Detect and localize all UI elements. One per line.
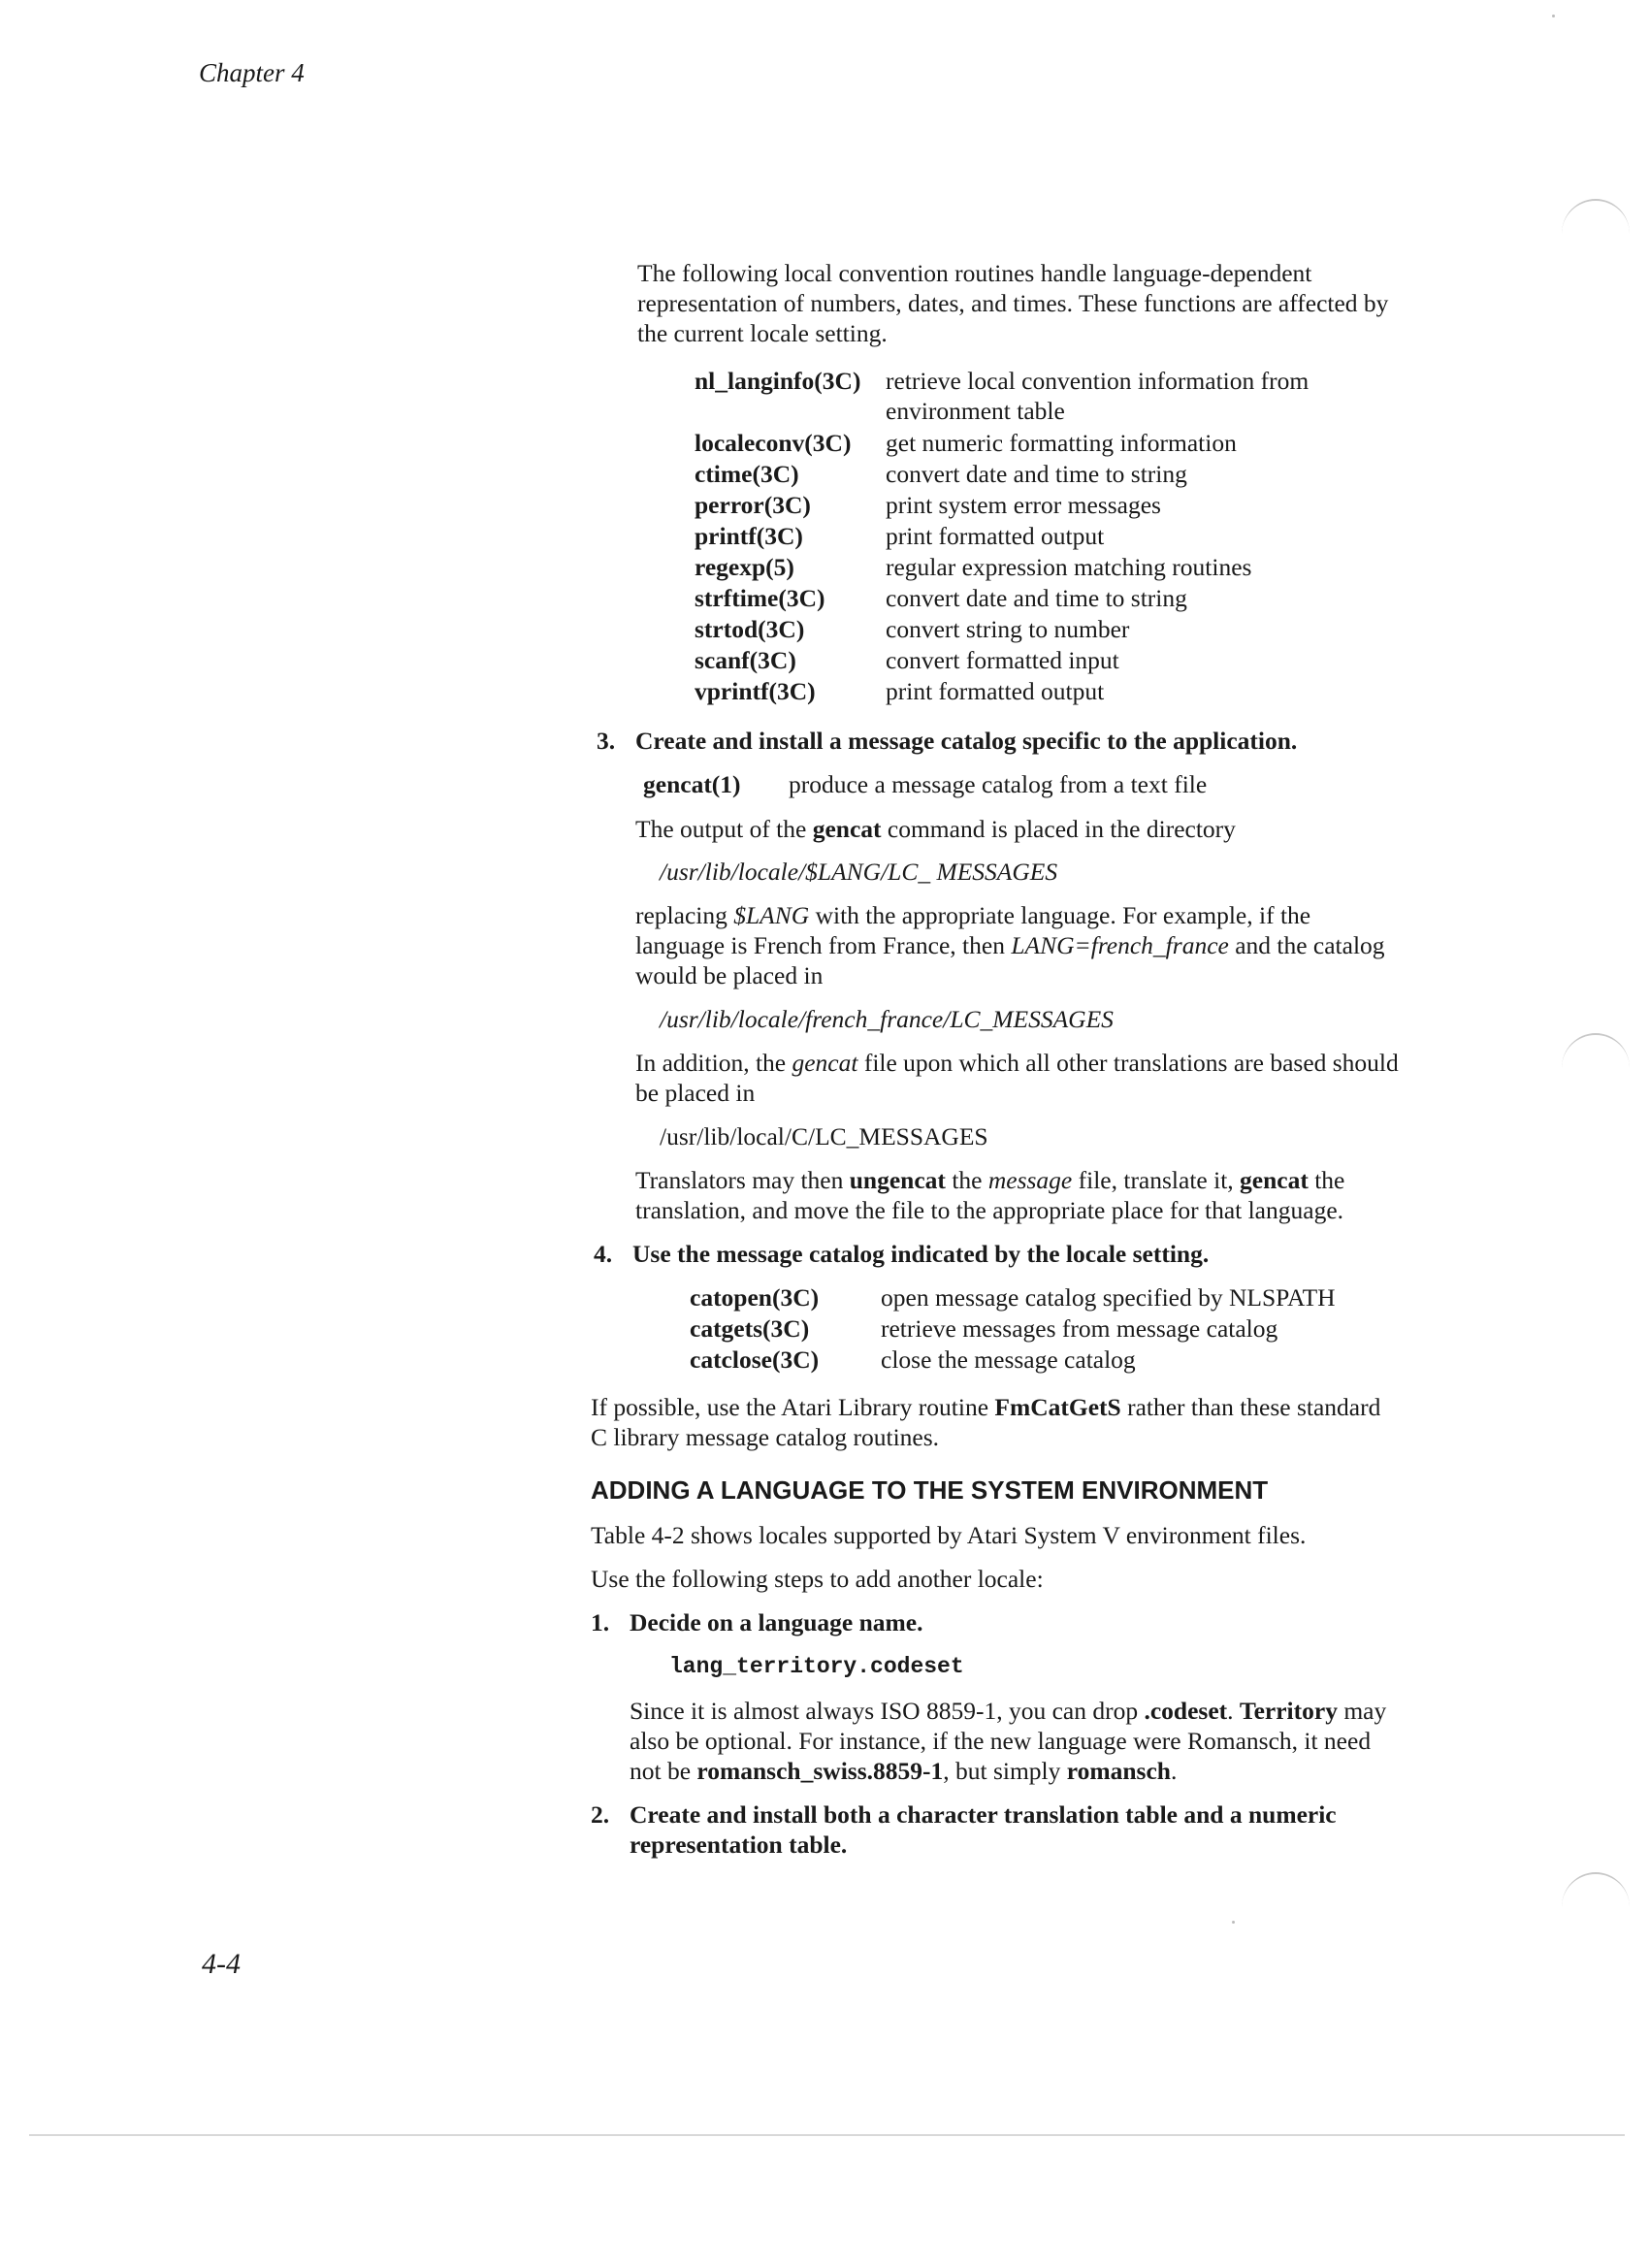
step-1-line-1	[630, 1696, 1386, 1726]
replacing-text: replacing	[635, 901, 734, 929]
step-1-text: not be	[630, 1757, 697, 1785]
gencat-command: gencat	[1240, 1166, 1309, 1194]
chapter-header: Chapter 4	[199, 58, 305, 87]
output-text: The output of the	[635, 815, 813, 843]
step-1-title: Decide on a language name.	[630, 1608, 923, 1636]
routine-name: catclose(3C)	[690, 1345, 820, 1374]
binder-hole-mark	[1562, 1872, 1630, 1942]
scan-speck	[1232, 1921, 1235, 1924]
replacing-line-2	[635, 930, 1385, 960]
gencat-name: gencat(1)	[643, 770, 741, 798]
intro-line-3: the current locale setting.	[637, 319, 888, 347]
step-2-title-line-2: representation table.	[630, 1831, 848, 1859]
territory-term: Territory	[1239, 1697, 1338, 1725]
gencat-desc: produce a message catalog from a text file	[789, 770, 1208, 798]
step-4-title: Use the message catalog indicated by the locale setting.	[632, 1240, 1210, 1268]
section-paragraph-2: Use the following steps to add another locale:	[591, 1565, 1044, 1593]
routine-name: nl_langinfo(3C)	[695, 367, 861, 395]
routine-name: strtod(3C)	[695, 615, 805, 643]
routine-desc: print formatted output	[886, 677, 1105, 705]
routine-name: perror(3C)	[695, 491, 811, 519]
section-paragraph-1: Table 4-2 shows locales supported by Atari System V environment files.	[591, 1521, 1307, 1549]
ungencat-command: ungencat	[849, 1166, 946, 1194]
replacing-line-1	[635, 900, 1310, 930]
possible-text-end: rather than these standard	[1120, 1393, 1381, 1421]
step-2-number: 2.	[591, 1800, 610, 1829]
translators-text: the	[945, 1166, 988, 1194]
addition-text-end: file upon which all other translations are based should	[857, 1049, 1399, 1077]
intro-line-1: The following local convention routines handle language-dependent	[637, 259, 1312, 287]
fmcatgets-routine: FmCatGetS	[994, 1393, 1121, 1421]
routine-desc: print formatted output	[886, 522, 1105, 550]
routine-desc: print system error messages	[886, 491, 1161, 519]
translators-text: Translators may then	[635, 1166, 850, 1194]
path-french: /usr/lib/locale/french_france/LC_MESSAGES	[660, 1005, 1114, 1033]
romansch-short-name: romansch	[1066, 1757, 1171, 1785]
message-file: message	[987, 1166, 1073, 1194]
replacing-text: language is French from France, then	[635, 931, 1012, 959]
gencat-row	[643, 769, 1208, 799]
routine-desc: retrieve messages from message catalog	[881, 1314, 1278, 1343]
step-1-text: , but simply	[943, 1757, 1067, 1785]
routine-desc: convert formatted input	[886, 646, 1119, 674]
step-1-number: 1.	[591, 1608, 610, 1636]
translators-text: file, translate it,	[1072, 1166, 1241, 1194]
routine-desc: close the message catalog	[881, 1345, 1136, 1374]
routine-name: catopen(3C)	[690, 1283, 820, 1312]
routine-desc: convert date and time to string	[886, 584, 1187, 612]
routine-desc: open message catalog specified by NLSPATH	[881, 1283, 1336, 1312]
lang-variable: $LANG	[733, 901, 810, 929]
section-heading: ADDING A LANGUAGE TO THE SYSTEM ENVIRONMENT	[591, 1475, 1269, 1505]
routine-name: vprintf(3C)	[695, 677, 816, 705]
replacing-text-end: with the appropriate language. For example, if the	[809, 901, 1311, 929]
scan-speck	[1552, 15, 1555, 17]
routine-name: ctime(3C)	[695, 460, 799, 488]
replacing-line-3: would be placed in	[635, 961, 824, 989]
step-3-number: 3.	[597, 727, 616, 755]
binder-hole-mark	[1562, 199, 1630, 269]
step-1-text: Since it is almost always ISO 8859-1, you can drop	[630, 1697, 1145, 1725]
routine-name: regexp(5)	[695, 553, 794, 581]
addition-text: In addition, the	[635, 1049, 792, 1077]
codeset-format: lang_territory.codeset	[669, 1654, 964, 1679]
routine-desc: get numeric formatting information	[886, 429, 1237, 457]
intro-line-2: representation of numbers, dates, and times. These functions are affected by	[637, 289, 1389, 317]
step-1-line-3	[630, 1756, 1177, 1786]
lang-example: LANG=french_france	[1011, 931, 1229, 959]
step-2-title-line-1: Create and install both a character translation table and a numeric	[630, 1800, 1337, 1829]
output-line	[635, 814, 1236, 844]
routine-name: strftime(3C)	[695, 584, 825, 612]
routine-desc: convert string to number	[886, 615, 1130, 643]
step-1-text-end: may	[1337, 1697, 1387, 1725]
routines-table-1	[695, 366, 1374, 715]
addition-line-2: be placed in	[635, 1079, 756, 1107]
translators-text-end: the	[1308, 1166, 1345, 1194]
routine-name: localeconv(3C)	[695, 429, 852, 457]
step-3-title: Create and install a message catalog specific to the application.	[635, 727, 1298, 755]
step-1-text: .	[1227, 1697, 1240, 1725]
possible-line-1	[591, 1392, 1380, 1422]
binder-hole-mark	[1562, 1033, 1630, 1103]
addition-line-1	[635, 1048, 1399, 1078]
codeset-term: .codeset	[1144, 1697, 1228, 1725]
routine-name: scanf(3C)	[695, 646, 796, 674]
possible-text: If possible, use the Atari Library routine	[591, 1393, 995, 1421]
step-1-line-2: also be optional. For instance, if the new language were Romansch, it need	[630, 1727, 1372, 1755]
routine-desc: convert date and time to string	[886, 460, 1187, 488]
routine-desc: regular expression matching routines	[886, 553, 1252, 581]
page-bottom-rule	[29, 2134, 1625, 2136]
routine-desc: retrieve local convention information from	[886, 367, 1310, 395]
output-command: gencat	[812, 815, 882, 843]
routine-desc-cont: environment table	[886, 397, 1065, 425]
path-lang: /usr/lib/locale/$LANG/LC_ MESSAGES	[660, 858, 1058, 886]
possible-line-2: C library message catalog routines.	[591, 1423, 940, 1451]
romansch-full-name: romansch_swiss.8859-1	[696, 1757, 944, 1785]
gencat-file: gencat	[792, 1049, 858, 1077]
output-text-end: command is placed in the directory	[881, 815, 1236, 843]
path-c: /usr/lib/local/C/LC_MESSAGES	[660, 1122, 988, 1150]
routines-table-2	[690, 1282, 1466, 1379]
routine-name: printf(3C)	[695, 522, 803, 550]
translators-line-2: translation, and move the file to the appropriate place for that language.	[635, 1196, 1344, 1224]
routine-name: catgets(3C)	[690, 1314, 810, 1343]
step-1-text-end: .	[1170, 1757, 1178, 1785]
replacing-text-end: and the catalog	[1228, 931, 1385, 959]
page-number: 4-4	[202, 1948, 241, 1980]
step-4-number: 4.	[594, 1240, 613, 1268]
translators-line-1	[635, 1165, 1344, 1195]
